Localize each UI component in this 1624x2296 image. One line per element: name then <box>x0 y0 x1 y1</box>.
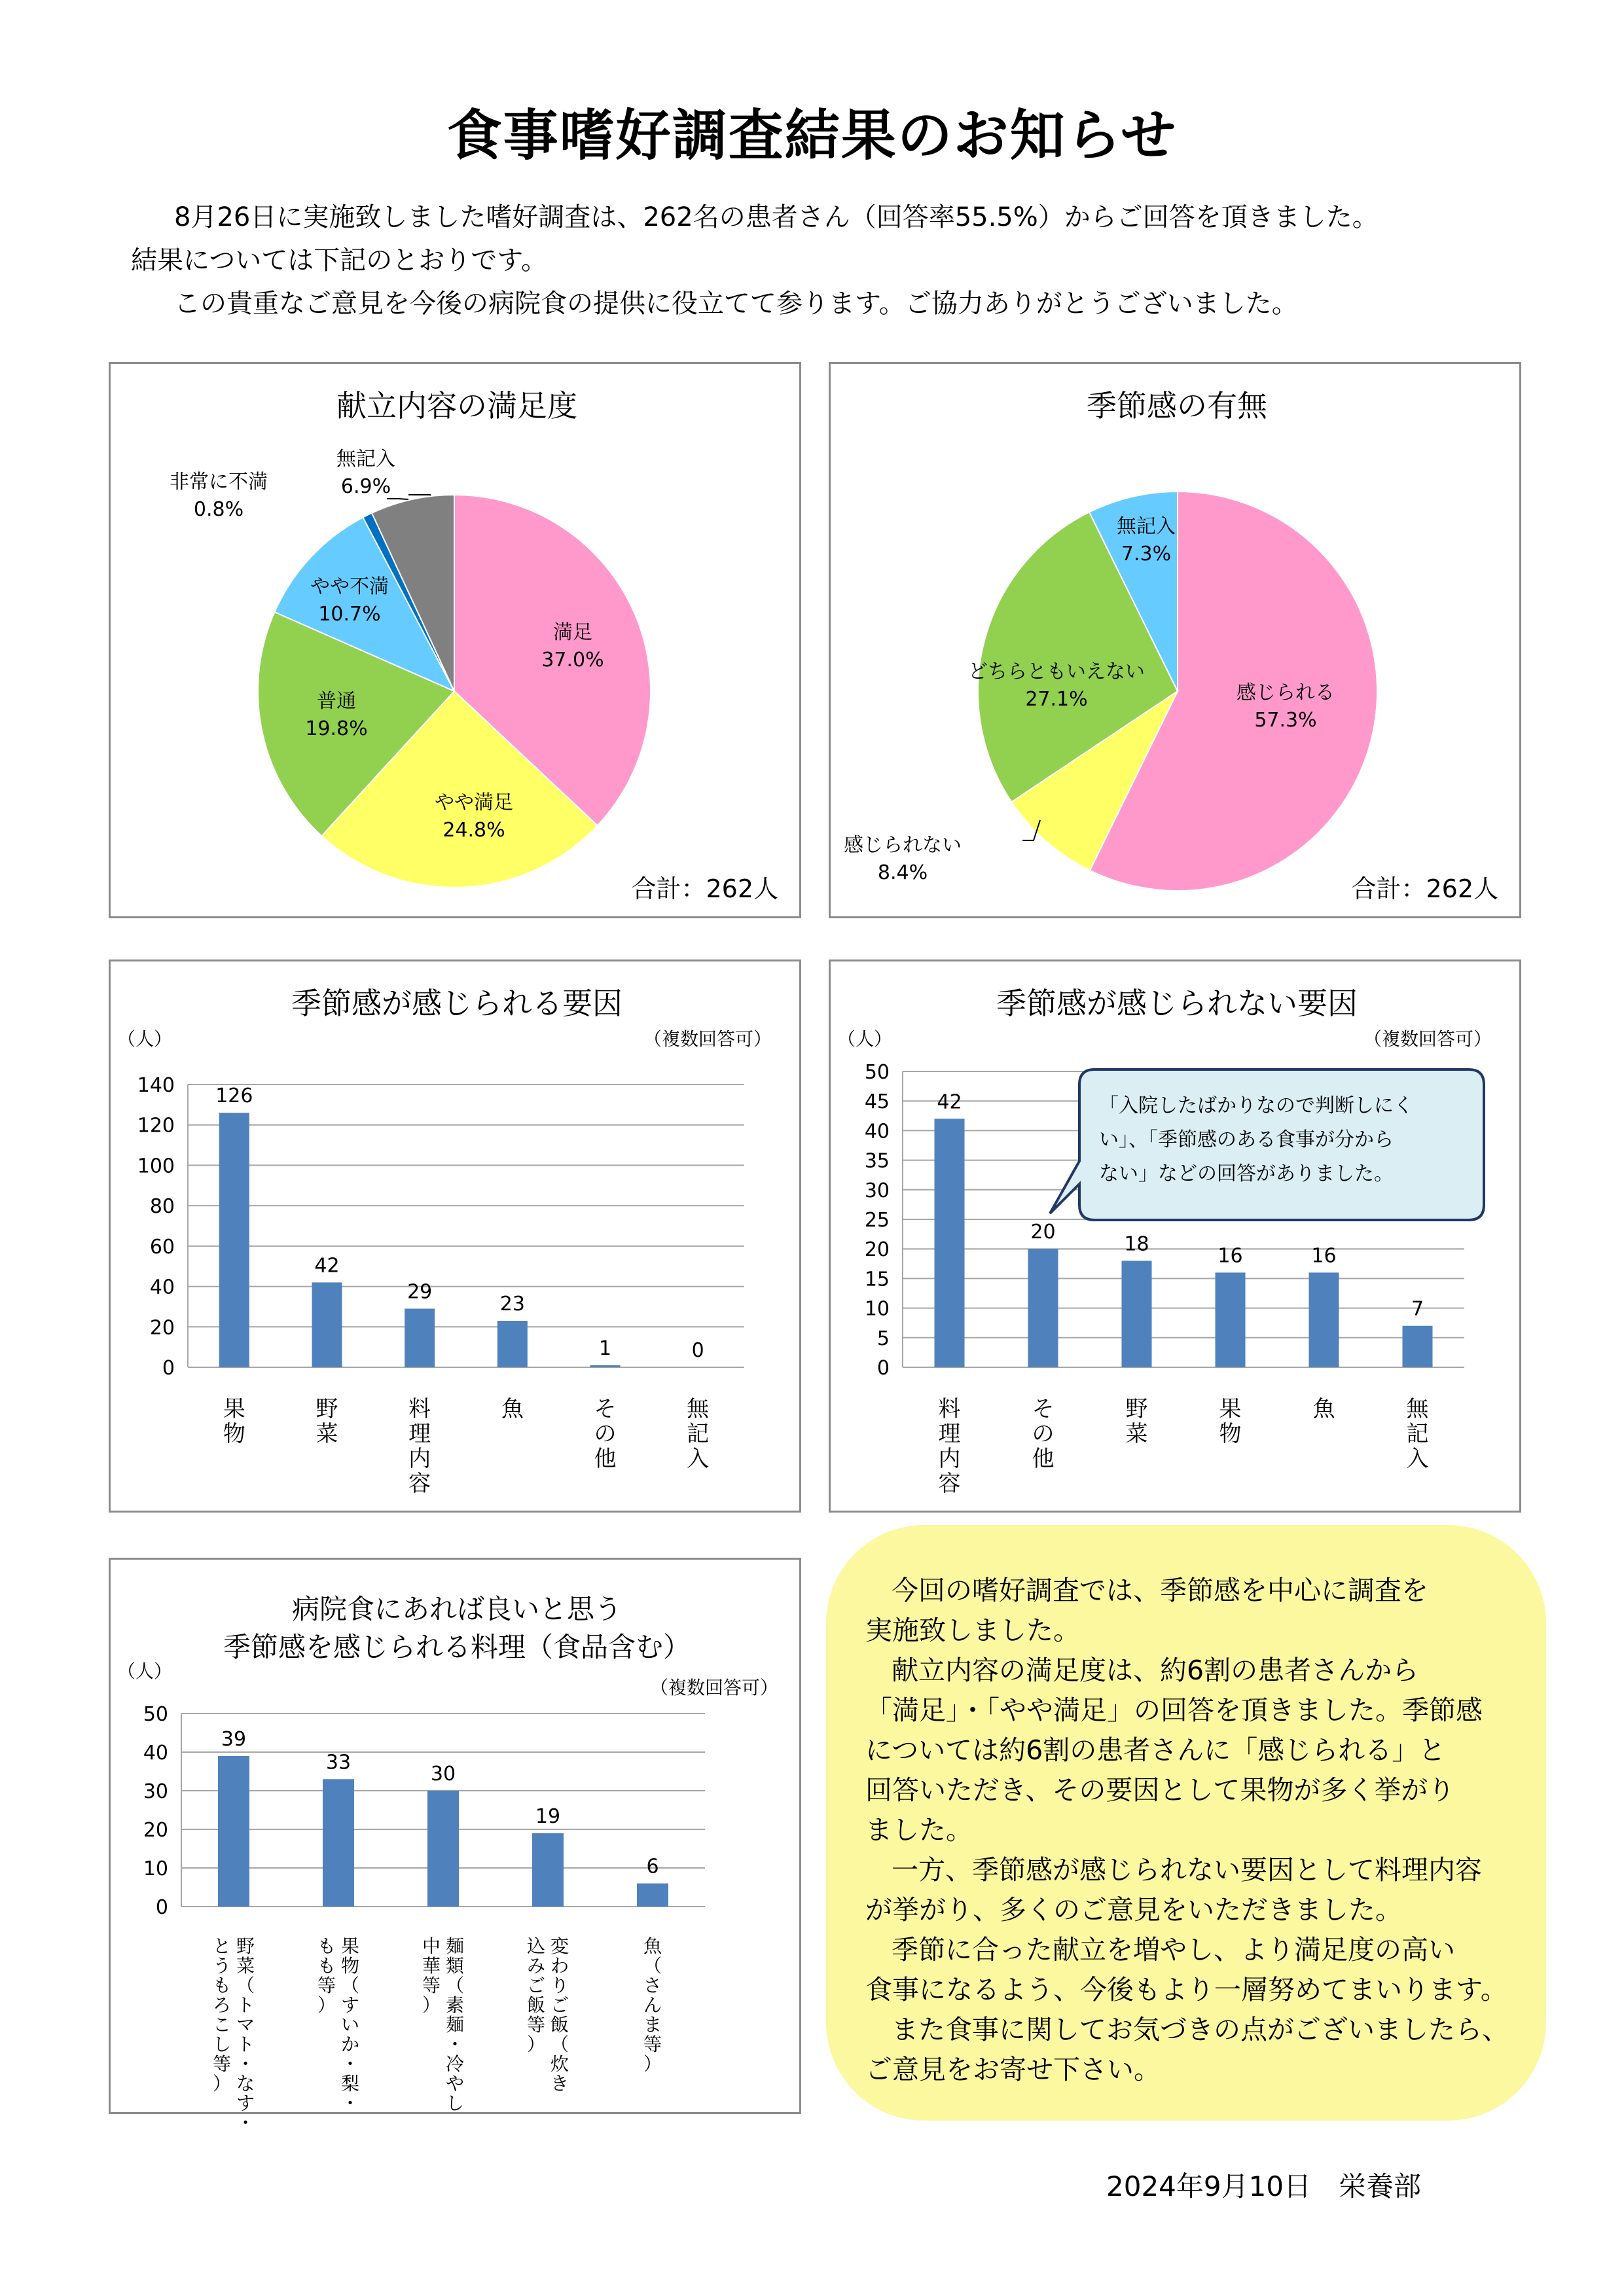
x-category-label: 料 <box>938 1396 961 1422</box>
x-category-label: 魚 <box>643 1935 662 1957</box>
x-category-label: わ <box>550 1955 569 1977</box>
pie-slice-value: 10.7% <box>318 603 381 626</box>
x-category-label: 入 <box>1406 1446 1429 1472</box>
summary-line: 「満足」・「やや満足」の回答を頂きました。季節感 <box>865 1695 1483 1726</box>
x-category-label: 無 <box>687 1396 710 1422</box>
summary-line: 一方、季節感が感じられない要因として料理内容 <box>892 1854 1482 1886</box>
bar <box>1122 1261 1152 1367</box>
pie-slice-value: 27.1% <box>1025 688 1088 711</box>
x-category-label: ご <box>550 1994 569 2016</box>
intro-line-1: 8月26日に実施致しました嗜好調査は、262名の患者さん（回答率55.5%）からご回答を頂きました。 <box>174 202 1379 232</box>
intro-line-2: 結果については下記のとおりです。 <box>131 245 547 276</box>
y-tick-label: 20 <box>864 1238 890 1262</box>
bar-value-label: 16 <box>1218 1244 1243 1268</box>
chart-panel-desired-dishes <box>109 1558 801 2134</box>
summary-line: 食事になるよう、今後もより一層努めてまいります。 <box>865 1974 1507 2005</box>
bar <box>323 1779 354 1907</box>
chart-title: 病院食にあれば良いと思う <box>291 1593 623 1625</box>
pie-slice-label: 感じられる <box>1236 681 1335 704</box>
bar-value-label: 30 <box>430 1763 456 1785</box>
x-category-label: 果 <box>1219 1396 1242 1422</box>
y-tick-label: 5 <box>876 1327 890 1350</box>
x-category-label: 野 <box>236 1935 255 1957</box>
x-category-label: そ <box>594 1396 617 1422</box>
x-category-label: ） <box>212 2073 232 2094</box>
x-category-label: 理 <box>938 1421 961 1447</box>
bar <box>532 1833 564 1907</box>
chart-panel-seasonality <box>829 362 1521 918</box>
pie-slice-value: 6.9% <box>340 475 391 498</box>
x-category-label: ・ <box>236 2053 255 2075</box>
x-category-label: ト <box>236 1994 255 2016</box>
x-category-label: 飯 <box>526 1994 546 2016</box>
x-category-label: 物 <box>340 1955 360 1977</box>
pie-chart-menu-satisfaction <box>111 364 803 920</box>
pie-slice-label: 普通 <box>317 690 356 713</box>
pie-slice-value: 0.8% <box>193 498 244 521</box>
pie-slice-label: 満足 <box>553 621 592 644</box>
bar <box>1028 1249 1058 1367</box>
x-category-label: ま <box>643 2014 662 2036</box>
footer-date-department: 2024年9月10日 栄養部 <box>1106 2170 1422 2202</box>
y-tick-label: 100 <box>137 1155 175 1178</box>
x-category-label: み <box>526 1955 546 1977</box>
pie-slice-value: 57.3% <box>1254 709 1317 732</box>
x-category-label: ・ <box>445 2034 465 2055</box>
y-tick-label: 15 <box>864 1268 890 1291</box>
x-category-label: 麺 <box>445 2014 465 2036</box>
y-tick-label: 50 <box>864 1061 890 1084</box>
y-tick-label: 20 <box>149 1316 175 1340</box>
x-category-label: 素 <box>445 1994 465 2016</box>
bar <box>497 1321 528 1367</box>
bar-value-label: 7 <box>1411 1297 1424 1321</box>
pie-slice-value: 24.8% <box>442 819 505 842</box>
bar <box>1309 1272 1339 1367</box>
y-tick-label: 140 <box>137 1074 175 1097</box>
x-category-label: 菜 <box>1125 1421 1148 1447</box>
x-category-label: マ <box>236 2014 255 2036</box>
x-category-label: き <box>550 2073 569 2094</box>
y-tick-label: 30 <box>864 1179 890 1202</box>
chart-note: （複数回答可） <box>643 1028 772 1050</box>
x-category-label: （ <box>340 1975 360 1996</box>
bar-value-label: 126 <box>215 1085 253 1108</box>
x-category-label: ） <box>422 1994 441 2016</box>
bar-chart-non-seasonal-factors <box>831 961 1523 1515</box>
x-category-label: 入 <box>687 1446 710 1472</box>
pie-slice-label: 無記入 <box>336 448 395 471</box>
x-category-label: ） <box>643 2053 662 2075</box>
pie-slice-label: 無記入 <box>1117 515 1176 538</box>
y-tick-label: 10 <box>864 1297 890 1321</box>
y-axis-unit: （人） <box>837 1028 893 1050</box>
x-category-label: さ <box>643 1975 662 1996</box>
bar-value-label: 29 <box>407 1280 433 1304</box>
x-category-label: 炊 <box>550 2053 569 2075</box>
callout-text: ない」などの回答がありました。 <box>1099 1162 1394 1185</box>
bar <box>637 1884 668 1907</box>
bar-value-label: 20 <box>1030 1221 1056 1244</box>
x-category-label: そ <box>1032 1396 1055 1422</box>
summary-line: ました。 <box>865 1814 973 1846</box>
x-category-label: 容 <box>408 1471 431 1497</box>
x-category-label: 無 <box>1406 1396 1429 1422</box>
y-tick-label: 35 <box>864 1149 890 1173</box>
pie-slice-label: やや不満 <box>310 575 389 598</box>
x-category-label: の <box>594 1421 617 1447</box>
x-category-label: と <box>212 1935 232 1957</box>
y-tick-label: 0 <box>876 1357 890 1380</box>
summary-line: ご意見をお寄せ下さい。 <box>865 2054 1161 2085</box>
x-category-label: 果 <box>223 1396 245 1422</box>
x-category-label: 飯 <box>550 2014 569 2036</box>
x-category-label: も <box>212 1975 232 1996</box>
y-tick-label: 45 <box>864 1090 890 1114</box>
x-category-label: か <box>340 2034 360 2055</box>
x-category-label: 麺 <box>445 1935 465 1957</box>
bar <box>1403 1326 1433 1367</box>
x-category-label: 物 <box>1219 1421 1242 1447</box>
x-category-label: 等 <box>643 2034 662 2055</box>
x-category-label: い <box>340 2014 360 2036</box>
total-count: 合計：262人 <box>631 874 778 903</box>
x-category-label: す <box>340 1994 360 2016</box>
x-category-label: ご <box>526 1975 546 1996</box>
y-tick-label: 60 <box>149 1235 175 1259</box>
x-category-label: 魚 <box>501 1396 524 1422</box>
x-category-label: 記 <box>1406 1421 1429 1447</box>
summary-box <box>826 1525 1546 2121</box>
x-category-label: ろ <box>212 1994 232 2016</box>
x-category-label: 記 <box>687 1421 710 1447</box>
y-tick-label: 40 <box>143 1742 168 1765</box>
x-category-label: 華 <box>422 1955 441 1977</box>
x-category-label: す <box>236 2092 255 2114</box>
x-category-label: 容 <box>938 1471 961 1497</box>
chart-title: 季節感の有無 <box>1087 388 1267 423</box>
chart-panel-non-seasonal-factors <box>829 960 1521 1513</box>
x-category-label: 等 <box>317 1975 336 1996</box>
x-category-label: ト <box>236 2034 255 2055</box>
y-tick-label: 30 <box>143 1780 168 1803</box>
x-category-label: の <box>1032 1421 1055 1447</box>
bar <box>935 1119 965 1367</box>
summary-line: 献立内容の満足度は、約6割の患者さんから <box>892 1655 1419 1686</box>
pie-chart-seasonality <box>831 364 1523 920</box>
x-category-label: 菜 <box>316 1421 338 1447</box>
bar-value-label: 39 <box>221 1727 247 1751</box>
x-category-label: 梨 <box>340 2073 360 2094</box>
pie-slice-label: 非常に不満 <box>170 471 268 493</box>
x-category-label: ） <box>317 1994 336 2016</box>
bar-value-label: 19 <box>535 1804 561 1828</box>
bar <box>427 1791 459 1907</box>
x-category-label: （ <box>643 1955 662 1977</box>
x-category-label: 野 <box>316 1396 338 1422</box>
x-category-label: ） <box>526 2034 546 2055</box>
chart-panel-seasonal-factors <box>109 960 801 1513</box>
pie-slice-value: 8.4% <box>877 861 928 884</box>
chart-title: 季節感を感じられる料理（食品含む） <box>223 1631 691 1663</box>
chart-note: （複数回答可） <box>1363 1028 1492 1050</box>
y-tick-label: 40 <box>149 1276 175 1299</box>
x-category-label: 果 <box>340 1935 360 1957</box>
x-category-label: な <box>236 2073 255 2094</box>
x-category-label: も <box>317 1955 336 1977</box>
x-category-label: （ <box>445 1975 465 1996</box>
x-category-label: 菜 <box>236 1955 255 1977</box>
y-tick-label: 0 <box>155 1896 168 1919</box>
callout-text: 「入院したばかりなので判断しにく <box>1099 1094 1413 1117</box>
chart-panel-menu-satisfaction <box>109 362 801 918</box>
page-title: 食事嗜好調査結果のお知らせ <box>446 103 1178 168</box>
pie-slice-label: どちらともいえない <box>968 660 1145 683</box>
x-category-label: 等 <box>212 2053 232 2075</box>
x-category-label: 料 <box>408 1396 431 1422</box>
y-axis-unit: （人） <box>117 1660 173 1682</box>
x-category-label: 等 <box>526 2014 546 2036</box>
y-tick-label: 0 <box>162 1357 175 1380</box>
bar-value-label: 16 <box>1311 1244 1337 1268</box>
bar-value-label: 42 <box>937 1090 962 1114</box>
x-category-label: 類 <box>445 1955 465 1977</box>
x-category-label: 内 <box>938 1446 961 1472</box>
x-category-label: 込 <box>526 1935 546 1957</box>
x-category-label: 変 <box>550 1935 569 1957</box>
bar-chart-seasonal-factors <box>111 961 803 1515</box>
summary-line: 実施致しました。 <box>865 1615 1080 1646</box>
bar <box>590 1365 621 1367</box>
x-category-label: う <box>212 1955 232 1977</box>
bar-value-label: 18 <box>1124 1232 1149 1256</box>
chart-title: 季節感が感じられない要因 <box>996 986 1358 1021</box>
pie-slice-label: やや満足 <box>435 791 513 814</box>
chart-title: 献立内容の満足度 <box>336 388 577 423</box>
x-category-label: し <box>212 2034 232 2055</box>
bar-chart-desired-dishes <box>111 1560 803 2134</box>
summary-line: また食事に関してお気づきの点がございましたら、 <box>892 2014 1509 2045</box>
x-category-label: 他 <box>594 1446 617 1472</box>
x-category-label: 等 <box>422 1975 441 1996</box>
x-category-label: 物 <box>223 1421 245 1447</box>
x-category-label: ・ <box>340 2053 360 2075</box>
pie-slice-label: 感じられない <box>844 834 962 857</box>
x-category-label: （ <box>236 1975 255 1996</box>
bar <box>219 1113 249 1367</box>
pie-slice-value: 19.8% <box>305 717 368 740</box>
total-count: 合計：262人 <box>1351 874 1498 903</box>
x-category-label: ・ <box>236 2112 255 2134</box>
bar-value-label: 42 <box>314 1254 340 1278</box>
pie-slice-value: 37.0% <box>541 649 604 672</box>
callout-text: い」、「季節感のある食事が分から <box>1099 1128 1394 1151</box>
x-category-label: ・ <box>340 2092 360 2114</box>
summary-line: については約6割の患者さんに「感じられる」と <box>865 1734 1446 1766</box>
y-tick-label: 120 <box>137 1114 175 1138</box>
y-axis-unit: （人） <box>117 1028 173 1050</box>
intro-line-3: この貴重なご意見を今後の病院食の提供に役立てて参ります。ご協力ありがとうございました。 <box>174 289 1298 319</box>
x-category-label: 魚 <box>1312 1396 1335 1422</box>
x-category-label: 野 <box>1125 1396 1148 1422</box>
summary-line: 回答いただき、その要因として果物が多く挙がり <box>865 1774 1455 1806</box>
y-tick-label: 40 <box>864 1120 890 1143</box>
x-category-label: や <box>445 2073 465 2094</box>
bar-value-label: 1 <box>598 1336 612 1360</box>
x-category-label: 冷 <box>445 2053 465 2075</box>
bar-value-label: 23 <box>499 1293 525 1316</box>
x-category-label: り <box>550 1975 569 1996</box>
x-category-label: し <box>445 2092 465 2114</box>
summary-line: 季節に合った献立を増やし、より満足度の高い <box>892 1934 1455 1965</box>
x-category-label: ん <box>643 1994 662 2016</box>
x-category-label: 内 <box>408 1446 431 1472</box>
bar <box>405 1309 435 1367</box>
chart-note: （複数回答可） <box>649 1677 778 1698</box>
bar-value-label: 0 <box>691 1339 704 1362</box>
bar <box>312 1282 342 1367</box>
bar <box>1216 1272 1246 1367</box>
y-tick-label: 80 <box>149 1195 175 1219</box>
summary-line: が挙がり、多くのご意見をいただきました。 <box>865 1894 1402 1926</box>
x-category-label: （ <box>550 2034 569 2055</box>
y-tick-label: 10 <box>143 1857 168 1880</box>
y-tick-label: 20 <box>143 1819 168 1842</box>
bar <box>218 1756 249 1907</box>
chart-title: 季節感が感じられる要因 <box>291 986 623 1021</box>
x-category-label: 中 <box>422 1935 441 1957</box>
bar-value-label: 6 <box>646 1855 659 1878</box>
pie-slice-value: 7.3% <box>1121 543 1172 565</box>
x-category-label: こ <box>212 2014 232 2036</box>
y-tick-label: 25 <box>864 1209 890 1232</box>
y-tick-label: 50 <box>143 1703 168 1726</box>
x-category-label: 他 <box>1032 1446 1055 1472</box>
summary-line: 今回の嗜好調査では、季節感を中心に調査を <box>892 1575 1428 1606</box>
x-category-label: も <box>317 1935 336 1957</box>
bar-value-label: 33 <box>325 1751 352 1774</box>
x-category-label: 理 <box>408 1421 431 1447</box>
